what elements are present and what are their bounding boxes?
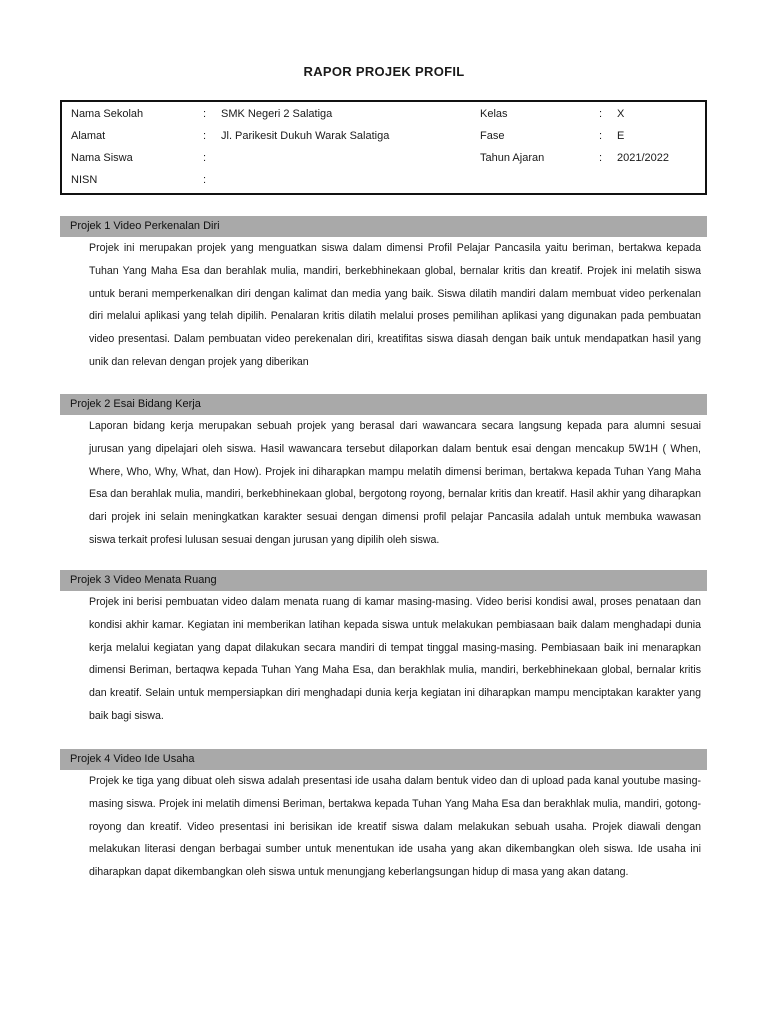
section-heading: Projek 4 Video Ide Usaha — [60, 749, 707, 770]
nisn-label: NISN — [71, 174, 98, 186]
nama-siswa-label: Nama Siswa — [71, 152, 133, 164]
kelas-label: Kelas — [480, 108, 508, 120]
section-heading: Projek 2 Esai Bidang Kerja — [60, 394, 707, 415]
colon: : — [599, 108, 603, 120]
fase-value: E — [617, 130, 625, 142]
colon: : — [203, 130, 207, 142]
project-section-4 — [60, 749, 707, 884]
colon: : — [203, 174, 207, 186]
colon: : — [203, 108, 207, 120]
info-row-3 — [62, 147, 705, 169]
student-info-box — [60, 100, 707, 195]
project-section-2 — [60, 394, 707, 552]
info-row-1 — [62, 103, 705, 125]
alamat-label: Alamat — [71, 130, 106, 142]
colon: : — [203, 152, 207, 164]
project-section-3 — [60, 570, 707, 728]
section-description: Projek ini merupakan projek yang menguatkan siswa dalam dimensi Profil Pelajar Pancasila yaitu beriman, bertakwa kepada Tuhan Yang Maha Esa dan berahlak mulia, mandiri, berkebhinekaan global, bernalar kritis dan kreatif. Projek ini melatih siswa untuk berani memperkenalkan diri dengan kalimat dan media yang baik. Siswa dilatih mandiri dalam membuat video perkenalan diri melalui aplikasi yang telah dipilih. Penalaran kritis dilatih melalui proses pemilihan aplikasi yang digunakan pada pembuatan video presentasi. Dalam pembuatan video perekenalan diri, kreatifitas siswa diasah dengan baik untuk mendapatkan hasil yang unik dan relevan dengan projek yang diberikan — [89, 242, 701, 368]
project-section-1 — [60, 216, 707, 374]
section-description: Projek ke tiga yang dibuat oleh siswa adalah presentasi ide usaha dalam bentuk video dan di upload pada kanal youtube masing-masing siswa. Projek ini melatih dimensi Beriman, bertakwa kepada Tuhan Yang Maha Esa dan berakhlak mulia, mandiri, gotong-royong dan kreatif. Video presentasi ini berisikan ide kreatif siswa dalam melakukan sebuah usaha. Projek diawali dengan melakukan literasi dengan berbagai sumber untuk menentukan ide usaha yang akan dikembangkan oleh siswa. Ide usaha ini diharapkan dapat dikembangkan oleh siswa untuk menungjang keberlangsungan hidup di masa yang akan datang. — [89, 775, 701, 879]
nama-sekolah-label: Nama Sekolah — [71, 108, 144, 120]
section-heading: Projek 3 Video Menata Ruang — [60, 570, 707, 591]
kelas-value: X — [617, 108, 625, 120]
nama-sekolah-value: SMK Negeri 2 Salatiga — [221, 108, 333, 120]
colon: : — [599, 130, 603, 142]
section-heading: Projek 1 Video Perkenalan Diri — [60, 216, 707, 237]
section-description: Projek ini berisi pembuatan video dalam menata ruang di kamar masing-masing. Video berisi kondisi awal, proses penataan dan kondisi akhir kamar. Kegiatan ini memberikan latihan kepada siswa untuk melakukan pembiasaan baik dalam menghadapi dunia kerja melalui kegiatan yang dapat dilakukan secara mandiri di tempat tinggal masing-masing. Pembiasaan baik ini menarapkan dimensi Beriman, bertaqwa kepada Tuhan Yang Maha Esa, dan berakhlak mulia, mandiri, berkebhinekaan global, bernalar kritis dan kreatif. Selain untuk mempersiapkan diri menghadapi dunia kerja kegiatan ini diharapkan mampu menciptakan karakter yang baik bagi siswa. — [89, 596, 701, 722]
info-row-4 — [62, 169, 705, 191]
tahun-ajaran-label: Tahun Ajaran — [480, 152, 545, 164]
page-title: RAPOR PROJEK PROFIL — [303, 64, 465, 79]
alamat-value: Jl. Parikesit Dukuh Warak Salatiga — [221, 130, 390, 142]
tahun-ajaran-value: 2021/2022 — [617, 152, 669, 164]
info-row-2 — [62, 125, 705, 147]
section-description: Laporan bidang kerja merupakan sebuah projek yang berasal dari wawancara secara langsung kepada para alumni sesuai jurusan yang dipelajari oleh siswa. Hasil wawancara tersebut dilaporkan dalam bentuk esai dengan mencakup 5W1H ( When, Where, Who, Why, What, dan How). Projek ini diharapkan mampu melatih dimensi beriman, bertakwa kepada Tuhan Yang Maha Esa dan berahlak mulia, mandiri, berkebhinekaan global, bergotong royong, bernalar kritis dan kreatif. Hasil akhir yang diharapkan dari projek ini selain meningkatkan karakter sesuai dengan dimensi profil pelajar Pancasila adalah untuk membuka wawasan siswa terkait profesi lulusan sesuai dengan jurusan yang dipilih oleh siswa. — [89, 420, 701, 546]
colon: : — [599, 152, 603, 164]
fase-label: Fase — [480, 130, 505, 142]
